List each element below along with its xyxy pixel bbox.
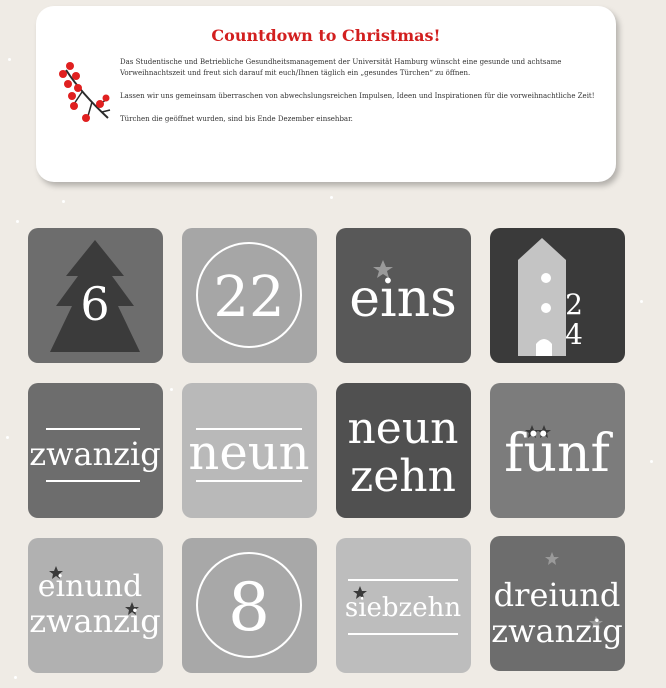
snow-dot [640, 300, 643, 303]
door-graphic [28, 228, 163, 363]
calendar-door-eins[interactable] [336, 228, 471, 363]
calendar-door-8[interactable] [182, 538, 317, 673]
door-word: eins [349, 269, 457, 329]
calendar-door-dreiundzwanzig[interactable] [490, 536, 625, 671]
calendar-door-neun[interactable] [182, 383, 317, 518]
door-word: zehn [350, 451, 456, 502]
snow-dot [650, 460, 653, 463]
calendar-door-24[interactable] [490, 228, 625, 363]
calendar-door-einundzwanzig[interactable] [28, 538, 163, 673]
intro-text [120, 57, 600, 137]
intro-paragraph: Türchen die geöffnet wurden, sind bis Ende Dezember einsehbar. [120, 115, 353, 123]
calendar-door-6[interactable] [28, 228, 163, 363]
calendar-door-neunzehn[interactable] [336, 383, 471, 518]
snow-dot [14, 676, 17, 679]
holly-berry-icon [58, 60, 114, 130]
door-graphic [336, 383, 471, 518]
window-icon [541, 273, 551, 283]
intro-card [36, 6, 616, 182]
snow-dot [330, 196, 333, 199]
door-number: 4 [565, 318, 583, 351]
house-icon [518, 238, 566, 356]
snow-dot [6, 436, 9, 439]
door-word: einund [37, 569, 143, 604]
door-word: zwanzig [491, 612, 623, 650]
door-graphic [28, 538, 163, 673]
door-graphic [182, 383, 317, 518]
calendar-door-zwanzig[interactable] [28, 383, 163, 518]
door-word: neun [347, 403, 459, 454]
snow-dot [62, 200, 65, 203]
door-number: 8 [228, 569, 270, 646]
door-graphic [490, 228, 625, 363]
door-graphic [182, 538, 317, 673]
door-graphic [336, 228, 471, 363]
door-number: 6 [80, 277, 110, 331]
door-graphic [182, 228, 317, 363]
door-word: zwanzig [29, 435, 161, 473]
intro-paragraph: Das Studentische und Betriebliche Gesundheitsmanagement der Universität Hamburg wünscht eine gesunde und achtsame Vorweihnachtszeit und freut sich darauf mit euch/Ihnen täglich ein „gesundes Türchen“ zu öffnen. [120, 58, 562, 77]
door-number: 22 [213, 265, 285, 330]
intro-paragraph: Lassen wir uns gemeinsam überraschen von abwechslungsreichen Impulsen, Ideen und Inspirationen für die vorweihnachtliche Zeit! [120, 92, 595, 100]
door-graphic [490, 536, 625, 671]
calendar-door-fuenf[interactable] [490, 383, 625, 518]
door-icon [536, 339, 552, 356]
door-number: 2 [565, 288, 583, 321]
calendar-door-22[interactable] [182, 228, 317, 363]
door-word: neun [188, 425, 310, 481]
door-word: dreiund [493, 576, 621, 614]
door-graphic [490, 383, 625, 518]
door-graphic [28, 383, 163, 518]
calendar-door-siebzehn[interactable] [336, 538, 471, 673]
window-icon [541, 303, 551, 313]
door-word: fünf [504, 424, 610, 484]
page-title: Countdown to Christmas! [211, 26, 441, 45]
snow-dot [8, 58, 11, 61]
snow-dot [16, 220, 19, 223]
snow-dot [170, 388, 173, 391]
door-word: zwanzig [29, 602, 161, 640]
door-graphic [336, 538, 471, 673]
door-word: siebzehn [344, 593, 462, 623]
